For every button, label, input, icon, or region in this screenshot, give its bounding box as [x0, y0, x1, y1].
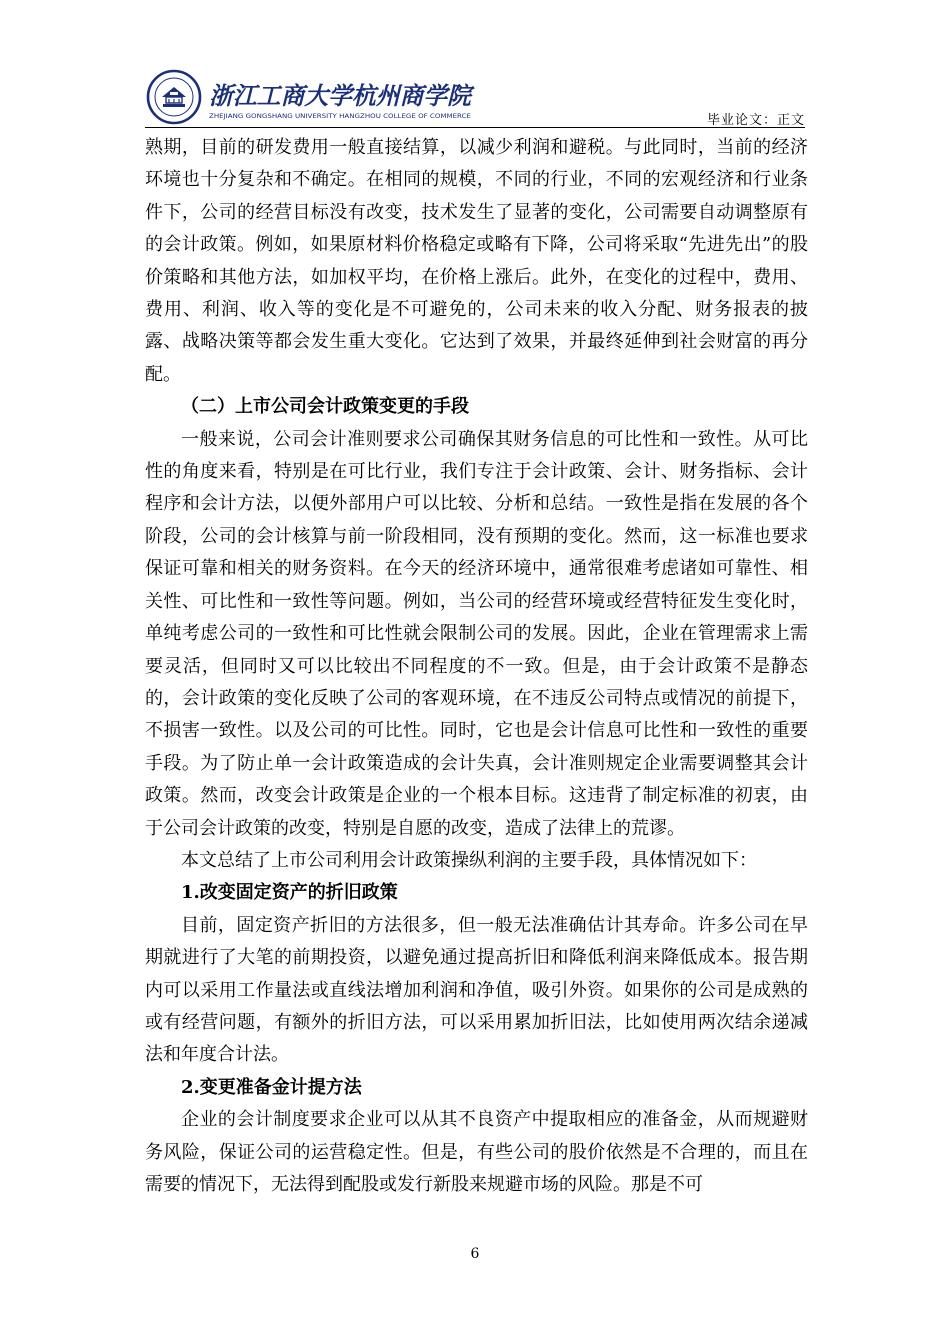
paragraph-4: 目前，固定资产折旧的方法很多，但一般无法准确估计其寿命。许多公司在早期就进行了大笔的前期投资，以避免通过提高折旧和降低利润来降低成本。报告期内可以采用工作量法或直线法增加利润和净值，吸引外资。如果你的公司是成熟的或有经营问题，有额外的折旧方法，可以采用累加折旧法，比如使用两次结余递减法和年度合计法。	[145, 914, 808, 1066]
page-header	[145, 60, 805, 130]
document-body	[145, 132, 808, 1201]
page-number: 6	[470, 1246, 480, 1262]
paragraph-2: 一般来说，公司会计准则要求公司确保其财务信息的可比性和一致性。从可比性的角度来看，特别是在可比行业，我们专注于会计政策、会计、财务指标、会计程序和会计方法，以便外部用户可以比较、分析和总结。一致性是指在发展的各个阶段，公司的会计核算与前一阶段相同，没有预期的变化。然而，这一标准也要求保证可靠和相关的财务资料。在今天的经济环境中，通常很难考虑诸如可靠性、相关性、可比性和一致性等问题。例如，当公司的经营环境或经营特征发生变化时，单纯考虑公司的一致性和可比性就会限制公司的发展。因此，企业在管理需求上需要灵活，但同时又可以比较出不同程度的不一致。但是，由于会计政策不是静态的，会计政策的变化反映了公司的客观环境，在不违反公司特点或情况的前提下，不损害一致性。以及公司的可比性。同时，它也是会计信息可比性和一致性的重要手段。为了防止单一会计政策造成的会计失真，会计准则规定企业需要调整其会计政策。然而，改变会计政策是企业的一个根本目标。这违背了制定标准的初衷，由于公司会计政策的改变，特别是自愿的改变，造成了法律上的荒谬。	[145, 428, 808, 839]
subsection-number-2: 2.	[181, 1076, 200, 1098]
subsection-heading-1	[145, 877, 808, 909]
subsection-heading-2	[145, 1072, 808, 1104]
subsection-number-1: 1.	[181, 882, 200, 904]
header-divider	[145, 127, 805, 128]
header-label: 毕业论文：正文	[706, 113, 805, 128]
paragraph-5: 企业的会计制度要求企业可以从其不良资产中提取相应的准备金，从而规避财务风险，保证公司的运营稳定性。但是，有些公司的股价依然是不合理的，而且在需要的情况下，无法得到配股或发行新股来规避市场的风险。那是不可	[145, 1109, 808, 1195]
subsection-title-2: 变更准备金计提方法	[199, 1076, 362, 1098]
university-emblem-icon	[148, 71, 200, 123]
logo-name-en: ZHEJIANG GONGSHANG UNIVERSITY HANGZHOU COLLEGE OF COMMERCE	[209, 112, 471, 120]
section-heading: （二）上市公司会计政策变更的手段	[181, 396, 469, 418]
logo-name-cn: 浙江工商大学杭州商学院	[209, 82, 475, 110]
subsection-title-1: 改变固定资产的折旧政策	[199, 882, 398, 904]
paragraph-3: 本文总结了上市公司利用会计政策操纵利润的主要手段，具体情况如下：	[181, 849, 757, 871]
university-logo	[145, 68, 475, 126]
paragraph-1: 熟期，目前的研发费用一般直接结算，以减少利润和避税。与此同时，当前的经济环境也十分复杂和不确定。在相同的规模，不同的行业，不同的宏观经济和行业条件下，公司的经营目标没有改变，技术发生了显著的变化，公司需要自动调整原有的会计政策。例如，如果原材料价格稳定或略有下降，公司将采取“先进先出”的股价策略和其他方法，如加权平均，在价格上涨后。此外，在变化的过程中，费用、费用、利润、收入等的变化是不可避免的，公司未来的收入分配、财务报表的披露、战略决策等都会发生重大变化。它达到了效果，并最终延伸到社会财富的再分配。	[145, 137, 808, 385]
